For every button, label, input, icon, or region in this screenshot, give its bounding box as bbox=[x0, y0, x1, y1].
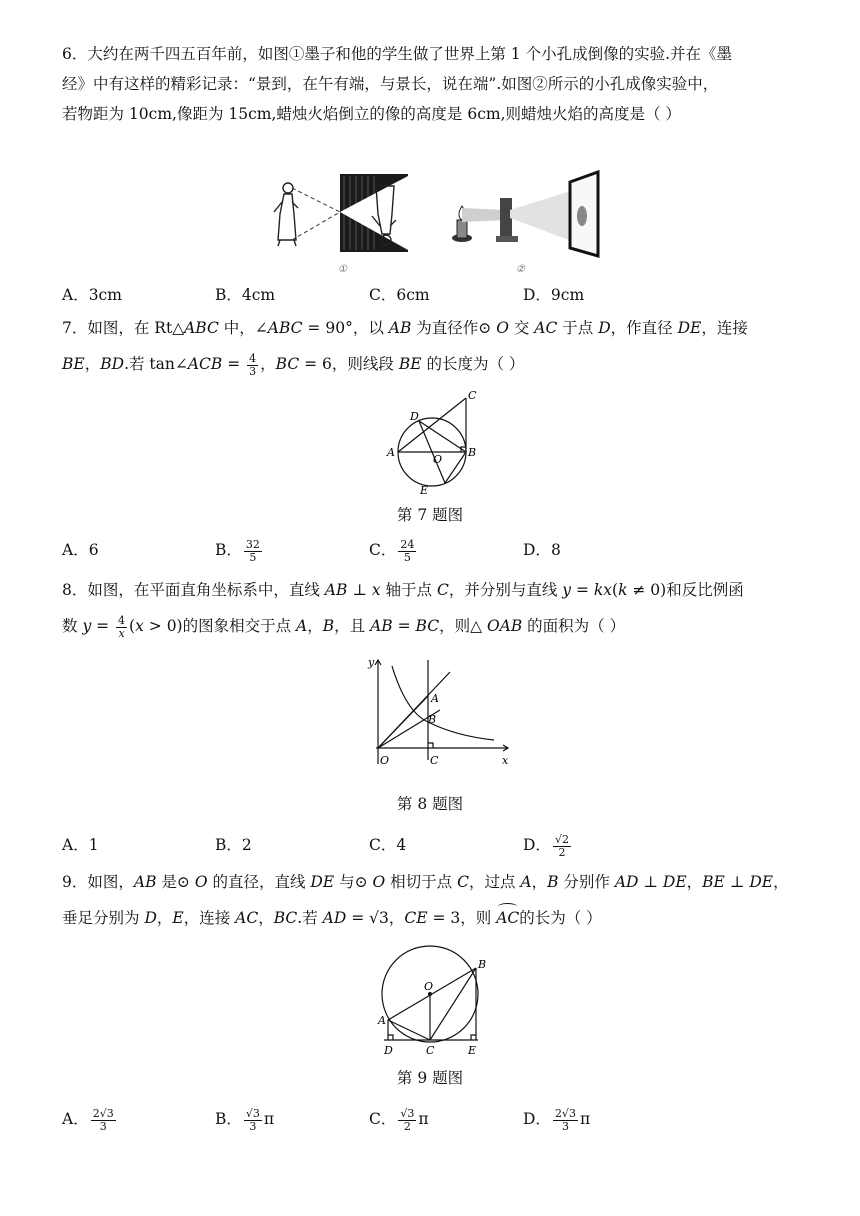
q7-option-b[interactable]: B． $\frac{32}{5}$ bbox=[215, 537, 260, 564]
screen-icon bbox=[570, 172, 598, 256]
svg-text:D: D bbox=[410, 410, 419, 423]
scholar-figure-left bbox=[274, 183, 298, 246]
svg-text:A: A bbox=[431, 692, 439, 705]
q8-line-1: 8．如图，在平面直角坐标系中，直线 AB ⊥ x 轴于点 C，并分别与直线 y = kx(k ≠ 0)和反比例函 bbox=[62, 581, 744, 599]
svg-text:O: O bbox=[424, 980, 434, 993]
q8-option-d[interactable]: D． $\frac{√2}{2}$ bbox=[523, 832, 569, 859]
q8-option-a[interactable]: A．1 bbox=[62, 836, 99, 854]
q9-options bbox=[62, 1106, 822, 1132]
q8-figure bbox=[356, 652, 516, 772]
q9-option-c[interactable]: C． $\frac{√3}{2}$ π bbox=[369, 1106, 429, 1133]
svg-text:D: D bbox=[384, 1044, 393, 1057]
q9-option-d[interactable]: D． $\frac{2√3}{3}$ π bbox=[523, 1106, 591, 1133]
svg-text:x: x bbox=[502, 754, 509, 767]
q6-option-c[interactable]: C．6cm bbox=[369, 286, 430, 304]
q9-line-2: 垂足分别为 D，E，连接 AC，BC.若 AD = √3，CE = 3，则 AC的长为（ ） bbox=[62, 906, 602, 930]
q7-line-1: 7．如图，在 Rt△ABC 中，∠ABC = 90°，以 AB 为直径作⊙ O 交 AC 于点 D，作直径 DE，连接 bbox=[62, 319, 748, 337]
svg-text:A: A bbox=[378, 1014, 386, 1027]
q8-line-2: 数 y = $\frac{4}{x}$ (x > 0)的图象相交于点 A，B，且 AB = BC，则△ OAB 的面积为（ ） bbox=[62, 613, 626, 640]
q7-option-c[interactable]: C． $\frac{24}{5}$ bbox=[369, 537, 415, 564]
q8-option-b[interactable]: B．2 bbox=[215, 836, 252, 854]
hyperbola-curve bbox=[392, 666, 494, 740]
q6-line-1: 6．大约在两千四五百年前，如图①墨子和他的学生做了世界上第 1 个小孔成倒像的实验.并在《墨 bbox=[62, 45, 733, 63]
q6-line-3: 若物距为 10cm,像距为 15cm,蜡烛火焰倒立的像的高度是 6cm,则蜡烛火焰的高度是（ ） bbox=[62, 105, 681, 123]
fig1-label: ① bbox=[338, 264, 347, 275]
q9-option-a[interactable]: A． $\frac{2√3}{3}$ bbox=[62, 1106, 114, 1133]
q8-option-c[interactable]: C．4 bbox=[369, 836, 407, 854]
q6-figure-1 bbox=[266, 168, 416, 280]
svg-text:E: E bbox=[420, 484, 429, 497]
q9-option-b[interactable]: B． $\frac{√3}{3}$ π bbox=[215, 1106, 275, 1133]
q6-figure-2 bbox=[446, 168, 606, 280]
q8-options bbox=[62, 832, 822, 858]
svg-text:B: B bbox=[428, 713, 437, 726]
q6-line-2: 经》中有这样的精彩记录：“景到，在午有端，与景长，说在端”.如图②所示的小孔成像实验中， bbox=[62, 75, 719, 93]
q7-option-d[interactable]: D．8 bbox=[523, 541, 561, 559]
svg-text:A: A bbox=[387, 446, 395, 459]
q9-line-1: 9．如图，AB 是⊙ O 的直径，直线 DE 与⊙ O 相切于点 C，过点 A，B 分别作 AD ⊥ DE，BE ⊥ DE， bbox=[62, 873, 789, 891]
q7-line-2: BE，BD.若 tan∠ACB = $\frac{4}{3}$ ，BC = 6，则线段 BE 的长度为（ ） bbox=[62, 351, 525, 378]
q6-option-b[interactable]: B．4cm bbox=[215, 286, 276, 304]
svg-text:y: y bbox=[368, 656, 375, 669]
svg-text:C: C bbox=[430, 754, 439, 767]
q7-option-a[interactable]: A．6 bbox=[62, 541, 99, 559]
q6-option-a[interactable]: A．3cm bbox=[62, 286, 122, 304]
svg-text:B: B bbox=[478, 958, 487, 971]
q6-options bbox=[62, 282, 822, 308]
q7-tan-fraction: $\frac{4}{3}$ bbox=[249, 351, 257, 378]
q9-caption: 第 9 题图 bbox=[396, 1069, 464, 1087]
arc-ac: AC bbox=[496, 906, 519, 930]
q8-fraction: $\frac{4}{x}$ bbox=[118, 613, 126, 640]
q9-figure bbox=[372, 944, 496, 1064]
svg-text:C: C bbox=[468, 389, 477, 402]
q6-option-d[interactable]: D．9cm bbox=[523, 286, 585, 304]
q7-figure bbox=[384, 388, 484, 500]
svg-text:B: B bbox=[468, 446, 477, 459]
svg-text:E: E bbox=[468, 1044, 477, 1057]
q8-caption: 第 8 题图 bbox=[396, 795, 464, 813]
svg-text:C: C bbox=[426, 1044, 435, 1057]
svg-text:O: O bbox=[433, 453, 443, 466]
q7-options bbox=[62, 537, 822, 563]
q7-caption: 第 7 题图 bbox=[396, 506, 464, 524]
svg-text:O: O bbox=[380, 754, 390, 767]
fig2-label: ② bbox=[516, 264, 525, 275]
